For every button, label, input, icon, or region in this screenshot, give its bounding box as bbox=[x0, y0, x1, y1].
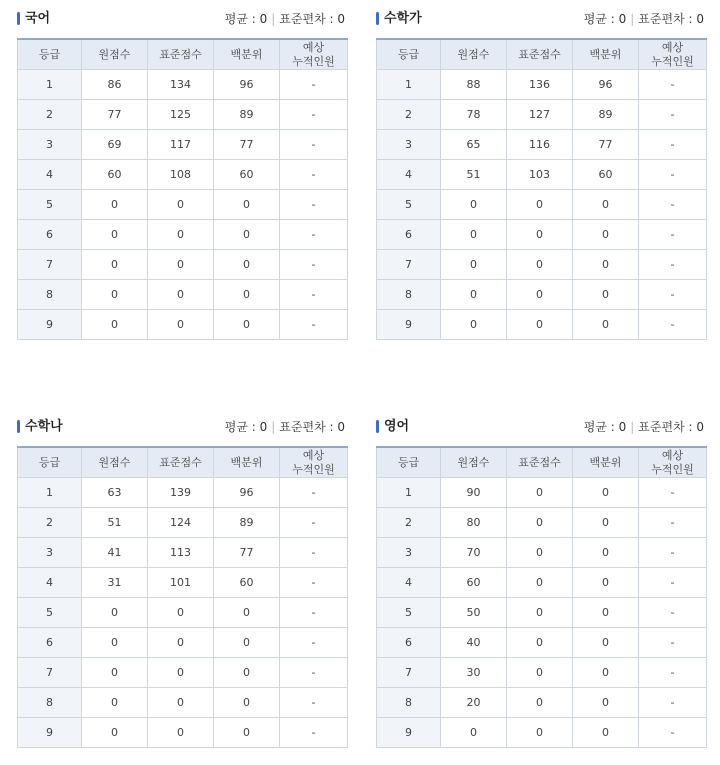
stdev-value: 0 bbox=[337, 420, 345, 434]
cell-percentile: 0 bbox=[573, 310, 639, 340]
table-header-row bbox=[18, 447, 348, 478]
panel-header bbox=[376, 418, 706, 440]
mean-value: 0 bbox=[259, 12, 268, 26]
cell-standard-score: 134 bbox=[148, 70, 214, 100]
score-panel-english bbox=[376, 418, 706, 748]
table-row bbox=[18, 100, 348, 130]
cell-expected-cumulative: - bbox=[639, 130, 707, 160]
panel-title: 수학가 bbox=[384, 11, 422, 26]
table-row bbox=[18, 508, 348, 538]
cell-grade: 7 bbox=[377, 658, 441, 688]
cell-standard-score: 127 bbox=[507, 100, 573, 130]
score-panel-math-ga bbox=[376, 10, 706, 340]
table-row bbox=[377, 628, 707, 658]
cell-grade: 2 bbox=[18, 100, 82, 130]
column-header-grade: 등급 bbox=[18, 39, 82, 70]
cell-raw-score: 0 bbox=[82, 628, 148, 658]
cell-grade: 3 bbox=[377, 130, 441, 160]
cell-grade: 8 bbox=[18, 688, 82, 718]
cell-grade: 4 bbox=[377, 160, 441, 190]
column-header-percentile: 백분위 bbox=[214, 447, 280, 478]
mean-label: 평균 : bbox=[224, 12, 256, 26]
cell-raw-score: 77 bbox=[82, 100, 148, 130]
cell-standard-score: 117 bbox=[148, 130, 214, 160]
column-header-percentile: 백분위 bbox=[573, 39, 639, 70]
cell-grade: 5 bbox=[377, 190, 441, 220]
panel-stats bbox=[584, 10, 704, 28]
cell-expected-cumulative: - bbox=[280, 130, 348, 160]
column-header-standard-score: 표준점수 bbox=[148, 447, 214, 478]
cell-expected-cumulative: - bbox=[280, 280, 348, 310]
cell-raw-score: 51 bbox=[82, 508, 148, 538]
cell-standard-score: 0 bbox=[148, 280, 214, 310]
cell-percentile: 60 bbox=[214, 568, 280, 598]
mean-value: 0 bbox=[618, 12, 627, 26]
cell-percentile: 0 bbox=[214, 598, 280, 628]
cell-grade: 7 bbox=[18, 250, 82, 280]
cell-percentile: 77 bbox=[214, 538, 280, 568]
table-row bbox=[18, 658, 348, 688]
cell-grade: 1 bbox=[18, 70, 82, 100]
mean-label: 평균 : bbox=[224, 420, 256, 434]
cell-standard-score: 0 bbox=[148, 688, 214, 718]
cell-expected-cumulative: - bbox=[280, 628, 348, 658]
cell-standard-score: 0 bbox=[148, 250, 214, 280]
table-row bbox=[18, 718, 348, 748]
cell-standard-score: 124 bbox=[148, 508, 214, 538]
cell-raw-score: 88 bbox=[441, 70, 507, 100]
cell-standard-score: 0 bbox=[148, 718, 214, 748]
cell-standard-score: 103 bbox=[507, 160, 573, 190]
cell-expected-cumulative: - bbox=[280, 508, 348, 538]
cell-grade: 4 bbox=[18, 568, 82, 598]
table-row bbox=[377, 508, 707, 538]
table-row bbox=[377, 100, 707, 130]
section-marker-icon bbox=[17, 420, 20, 433]
cell-raw-score: 0 bbox=[441, 220, 507, 250]
cell-percentile: 0 bbox=[573, 718, 639, 748]
column-header-raw-score: 원점수 bbox=[441, 39, 507, 70]
table-row bbox=[377, 310, 707, 340]
table-row bbox=[18, 598, 348, 628]
cell-grade: 8 bbox=[18, 280, 82, 310]
cell-percentile: 0 bbox=[573, 688, 639, 718]
cell-raw-score: 0 bbox=[441, 280, 507, 310]
table-row bbox=[377, 160, 707, 190]
cell-raw-score: 70 bbox=[441, 538, 507, 568]
cell-grade: 3 bbox=[18, 538, 82, 568]
cell-percentile: 0 bbox=[214, 280, 280, 310]
cell-percentile: 0 bbox=[214, 250, 280, 280]
cell-raw-score: 40 bbox=[441, 628, 507, 658]
cell-expected-cumulative: - bbox=[280, 250, 348, 280]
cell-percentile: 89 bbox=[214, 508, 280, 538]
cell-standard-score: 0 bbox=[507, 568, 573, 598]
table-row bbox=[377, 658, 707, 688]
cell-grade: 6 bbox=[18, 220, 82, 250]
grade-table bbox=[17, 38, 348, 340]
table-row bbox=[377, 568, 707, 598]
column-header-percentile: 백분위 bbox=[214, 39, 280, 70]
cell-raw-score: 0 bbox=[441, 310, 507, 340]
cell-standard-score: 101 bbox=[148, 568, 214, 598]
cell-percentile: 0 bbox=[573, 220, 639, 250]
cell-standard-score: 136 bbox=[507, 70, 573, 100]
cell-grade: 1 bbox=[377, 478, 441, 508]
table-row bbox=[377, 190, 707, 220]
cell-grade: 7 bbox=[377, 250, 441, 280]
table-row bbox=[18, 220, 348, 250]
column-header-grade: 등급 bbox=[18, 447, 82, 478]
cell-percentile: 0 bbox=[214, 190, 280, 220]
cell-expected-cumulative: - bbox=[280, 310, 348, 340]
table-row bbox=[377, 130, 707, 160]
cell-expected-cumulative: - bbox=[639, 538, 707, 568]
cell-expected-cumulative: - bbox=[639, 250, 707, 280]
cell-raw-score: 65 bbox=[441, 130, 507, 160]
cell-standard-score: 0 bbox=[148, 598, 214, 628]
cell-expected-cumulative: - bbox=[280, 658, 348, 688]
cell-standard-score: 139 bbox=[148, 478, 214, 508]
cell-percentile: 60 bbox=[214, 160, 280, 190]
column-header-standard-score: 표준점수 bbox=[148, 39, 214, 70]
column-header-percentile: 백분위 bbox=[573, 447, 639, 478]
cell-grade: 1 bbox=[377, 70, 441, 100]
stdev-value: 0 bbox=[337, 12, 345, 26]
cell-grade: 6 bbox=[18, 628, 82, 658]
cell-percentile: 77 bbox=[214, 130, 280, 160]
table-row bbox=[18, 280, 348, 310]
stats-divider: | bbox=[271, 420, 276, 434]
cell-raw-score: 51 bbox=[441, 160, 507, 190]
grade-table bbox=[376, 38, 707, 340]
cell-expected-cumulative: - bbox=[639, 598, 707, 628]
table-row bbox=[18, 310, 348, 340]
cell-standard-score: 0 bbox=[507, 628, 573, 658]
table-row bbox=[377, 718, 707, 748]
cell-raw-score: 86 bbox=[82, 70, 148, 100]
cell-raw-score: 31 bbox=[82, 568, 148, 598]
cell-raw-score: 50 bbox=[441, 598, 507, 628]
cell-raw-score: 0 bbox=[441, 718, 507, 748]
table-row bbox=[377, 688, 707, 718]
table-header-row bbox=[377, 447, 707, 478]
cell-grade: 5 bbox=[18, 598, 82, 628]
table-row bbox=[377, 70, 707, 100]
cell-percentile: 96 bbox=[573, 70, 639, 100]
panel-header bbox=[17, 418, 347, 440]
table-header-row bbox=[377, 39, 707, 70]
table-row bbox=[18, 190, 348, 220]
table-row bbox=[18, 688, 348, 718]
cell-raw-score: 80 bbox=[441, 508, 507, 538]
cell-percentile: 0 bbox=[573, 508, 639, 538]
stdev-label: 표준편차 : bbox=[638, 420, 693, 434]
cell-expected-cumulative: - bbox=[280, 160, 348, 190]
table-row bbox=[18, 70, 348, 100]
cell-grade: 4 bbox=[377, 568, 441, 598]
cell-raw-score: 0 bbox=[82, 658, 148, 688]
cell-expected-cumulative: - bbox=[280, 568, 348, 598]
panel-header bbox=[376, 10, 706, 32]
mean-label: 평균 : bbox=[583, 420, 615, 434]
table-row bbox=[18, 160, 348, 190]
cell-standard-score: 0 bbox=[148, 628, 214, 658]
cell-grade: 2 bbox=[377, 100, 441, 130]
cell-standard-score: 0 bbox=[507, 718, 573, 748]
cell-standard-score: 0 bbox=[507, 688, 573, 718]
table-row bbox=[18, 478, 348, 508]
cell-grade: 1 bbox=[18, 478, 82, 508]
column-header-standard-score: 표준점수 bbox=[507, 447, 573, 478]
cell-grade: 8 bbox=[377, 280, 441, 310]
stdev-label: 표준편차 : bbox=[279, 12, 334, 26]
cell-expected-cumulative: - bbox=[280, 538, 348, 568]
cell-grade: 5 bbox=[377, 598, 441, 628]
cell-raw-score: 0 bbox=[441, 190, 507, 220]
table-row bbox=[18, 538, 348, 568]
cell-expected-cumulative: - bbox=[639, 280, 707, 310]
cell-grade: 2 bbox=[18, 508, 82, 538]
cell-expected-cumulative: - bbox=[639, 658, 707, 688]
grade-table bbox=[376, 446, 707, 748]
cell-expected-cumulative: - bbox=[280, 190, 348, 220]
stdev-value: 0 bbox=[696, 12, 704, 26]
cell-percentile: 0 bbox=[573, 598, 639, 628]
cell-expected-cumulative: - bbox=[639, 310, 707, 340]
cell-grade: 6 bbox=[377, 628, 441, 658]
cell-percentile: 0 bbox=[214, 658, 280, 688]
table-row bbox=[377, 220, 707, 250]
cell-expected-cumulative: - bbox=[639, 190, 707, 220]
cell-grade: 9 bbox=[18, 310, 82, 340]
cell-standard-score: 0 bbox=[507, 190, 573, 220]
mean-label: 평균 : bbox=[583, 12, 615, 26]
table-row bbox=[377, 250, 707, 280]
cell-standard-score: 113 bbox=[148, 538, 214, 568]
table-row bbox=[18, 628, 348, 658]
cell-expected-cumulative: - bbox=[639, 688, 707, 718]
cell-standard-score: 0 bbox=[507, 538, 573, 568]
table-row bbox=[18, 130, 348, 160]
panel-header bbox=[17, 10, 347, 32]
cell-expected-cumulative: - bbox=[639, 100, 707, 130]
cell-expected-cumulative: - bbox=[280, 70, 348, 100]
stdev-label: 표준편차 : bbox=[279, 420, 334, 434]
cell-grade: 5 bbox=[18, 190, 82, 220]
stats-divider: | bbox=[630, 12, 635, 26]
cell-percentile: 0 bbox=[573, 538, 639, 568]
panel-title: 국어 bbox=[25, 11, 51, 26]
cell-percentile: 0 bbox=[573, 658, 639, 688]
cell-grade: 9 bbox=[18, 718, 82, 748]
cell-grade: 9 bbox=[377, 310, 441, 340]
cell-raw-score: 60 bbox=[441, 568, 507, 598]
cell-raw-score: 90 bbox=[441, 478, 507, 508]
section-marker-icon bbox=[17, 12, 20, 25]
section-marker-icon bbox=[376, 420, 379, 433]
table-row bbox=[377, 538, 707, 568]
cell-percentile: 60 bbox=[573, 160, 639, 190]
cell-grade: 2 bbox=[377, 508, 441, 538]
cell-standard-score: 0 bbox=[507, 658, 573, 688]
cell-expected-cumulative: - bbox=[280, 718, 348, 748]
cell-expected-cumulative: - bbox=[639, 160, 707, 190]
cell-expected-cumulative: - bbox=[639, 220, 707, 250]
cell-raw-score: 20 bbox=[441, 688, 507, 718]
cell-grade: 9 bbox=[377, 718, 441, 748]
cell-standard-score: 0 bbox=[148, 190, 214, 220]
column-header-raw-score: 원점수 bbox=[441, 447, 507, 478]
column-header-raw-score: 원점수 bbox=[82, 447, 148, 478]
cell-grade: 7 bbox=[18, 658, 82, 688]
table-row bbox=[18, 250, 348, 280]
mean-value: 0 bbox=[618, 420, 627, 434]
cell-expected-cumulative: - bbox=[280, 478, 348, 508]
table-row bbox=[377, 598, 707, 628]
cell-percentile: 77 bbox=[573, 130, 639, 160]
cell-standard-score: 0 bbox=[507, 280, 573, 310]
column-header-expected-cumulative: 예상 누적인원 bbox=[280, 39, 348, 70]
panel-stats bbox=[225, 10, 345, 28]
cell-percentile: 0 bbox=[573, 280, 639, 310]
column-header-expected-cumulative: 예상 누적인원 bbox=[639, 447, 707, 478]
cell-percentile: 0 bbox=[214, 220, 280, 250]
cell-expected-cumulative: - bbox=[639, 70, 707, 100]
cell-raw-score: 0 bbox=[82, 718, 148, 748]
cell-raw-score: 0 bbox=[82, 280, 148, 310]
cell-expected-cumulative: - bbox=[639, 568, 707, 598]
score-panel-math-na bbox=[17, 418, 347, 748]
cell-standard-score: 0 bbox=[507, 508, 573, 538]
cell-raw-score: 0 bbox=[82, 688, 148, 718]
cell-percentile: 0 bbox=[573, 190, 639, 220]
table-row bbox=[377, 478, 707, 508]
cell-raw-score: 78 bbox=[441, 100, 507, 130]
cell-percentile: 0 bbox=[573, 478, 639, 508]
panel-stats bbox=[584, 418, 704, 436]
cell-standard-score: 108 bbox=[148, 160, 214, 190]
cell-raw-score: 41 bbox=[82, 538, 148, 568]
cell-expected-cumulative: - bbox=[639, 628, 707, 658]
cell-standard-score: 0 bbox=[148, 310, 214, 340]
cell-standard-score: 125 bbox=[148, 100, 214, 130]
table-row bbox=[18, 568, 348, 598]
cell-expected-cumulative: - bbox=[280, 220, 348, 250]
column-header-raw-score: 원점수 bbox=[82, 39, 148, 70]
column-header-standard-score: 표준점수 bbox=[507, 39, 573, 70]
panel-stats bbox=[225, 418, 345, 436]
cell-expected-cumulative: - bbox=[639, 718, 707, 748]
cell-expected-cumulative: - bbox=[280, 688, 348, 718]
column-header-expected-cumulative: 예상 누적인원 bbox=[280, 447, 348, 478]
table-row bbox=[377, 280, 707, 310]
column-header-grade: 등급 bbox=[377, 39, 441, 70]
panel-title: 수학나 bbox=[25, 419, 63, 434]
cell-raw-score: 30 bbox=[441, 658, 507, 688]
score-panel-korean bbox=[17, 10, 347, 340]
cell-standard-score: 0 bbox=[507, 478, 573, 508]
cell-raw-score: 60 bbox=[82, 160, 148, 190]
stdev-label: 표준편차 : bbox=[638, 12, 693, 26]
cell-expected-cumulative: - bbox=[280, 598, 348, 628]
cell-raw-score: 0 bbox=[82, 220, 148, 250]
cell-grade: 3 bbox=[377, 538, 441, 568]
cell-standard-score: 0 bbox=[507, 220, 573, 250]
cell-expected-cumulative: - bbox=[639, 478, 707, 508]
cell-percentile: 89 bbox=[214, 100, 280, 130]
cell-percentile: 0 bbox=[214, 310, 280, 340]
stats-divider: | bbox=[630, 420, 635, 434]
cell-percentile: 96 bbox=[214, 70, 280, 100]
cell-expected-cumulative: - bbox=[280, 100, 348, 130]
table-header-row bbox=[18, 39, 348, 70]
cell-percentile: 89 bbox=[573, 100, 639, 130]
cell-percentile: 0 bbox=[573, 568, 639, 598]
cell-raw-score: 0 bbox=[82, 598, 148, 628]
cell-grade: 4 bbox=[18, 160, 82, 190]
column-header-expected-cumulative: 예상 누적인원 bbox=[639, 39, 707, 70]
cell-standard-score: 0 bbox=[148, 658, 214, 688]
cell-raw-score: 0 bbox=[82, 310, 148, 340]
cell-raw-score: 0 bbox=[82, 190, 148, 220]
cell-raw-score: 0 bbox=[82, 250, 148, 280]
cell-percentile: 0 bbox=[573, 250, 639, 280]
stdev-value: 0 bbox=[696, 420, 704, 434]
cell-percentile: 0 bbox=[214, 688, 280, 718]
cell-standard-score: 0 bbox=[148, 220, 214, 250]
cell-percentile: 0 bbox=[573, 628, 639, 658]
panel-title: 영어 bbox=[384, 419, 410, 434]
cell-percentile: 96 bbox=[214, 478, 280, 508]
cell-standard-score: 0 bbox=[507, 250, 573, 280]
cell-percentile: 0 bbox=[214, 628, 280, 658]
cell-raw-score: 63 bbox=[82, 478, 148, 508]
mean-value: 0 bbox=[259, 420, 268, 434]
stats-divider: | bbox=[271, 12, 276, 26]
cell-grade: 3 bbox=[18, 130, 82, 160]
cell-expected-cumulative: - bbox=[639, 508, 707, 538]
cell-percentile: 0 bbox=[214, 718, 280, 748]
column-header-grade: 등급 bbox=[377, 447, 441, 478]
cell-grade: 8 bbox=[377, 688, 441, 718]
section-marker-icon bbox=[376, 12, 379, 25]
cell-standard-score: 116 bbox=[507, 130, 573, 160]
cell-grade: 6 bbox=[377, 220, 441, 250]
cell-raw-score: 0 bbox=[441, 250, 507, 280]
cell-standard-score: 0 bbox=[507, 598, 573, 628]
grade-table bbox=[17, 446, 348, 748]
cell-standard-score: 0 bbox=[507, 310, 573, 340]
cell-raw-score: 69 bbox=[82, 130, 148, 160]
